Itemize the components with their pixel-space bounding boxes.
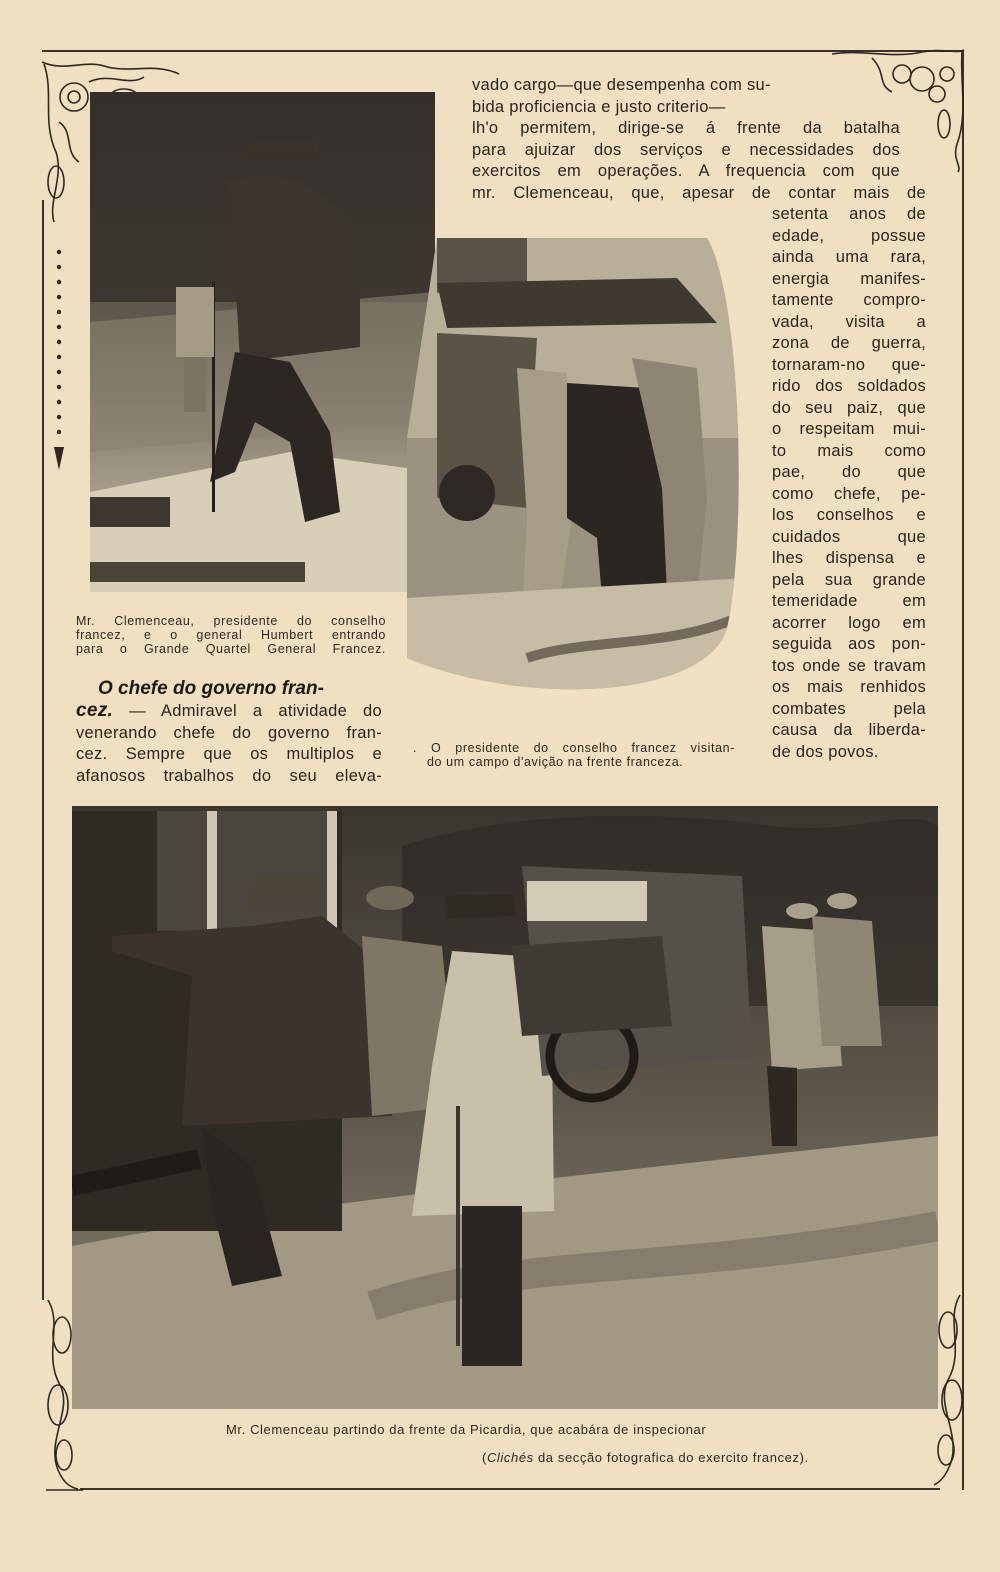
- article-line: causa da liberda-: [772, 721, 926, 739]
- photo-picardia-departure-image: [72, 806, 938, 1409]
- caption-photo-2: [413, 741, 735, 769]
- article-line: zona de guerra,: [772, 334, 926, 352]
- article-text-left: [76, 700, 382, 787]
- article-text-top: [472, 75, 926, 204]
- photo-credit-italic: Clichés: [486, 1450, 534, 1465]
- caption-photo-1: [76, 614, 386, 656]
- photo-aviation-camp-image: [407, 238, 747, 708]
- article-line: combates pela: [772, 699, 926, 718]
- caption-photo-1-line: Mr. Clemenceau, presidente do conselho: [76, 614, 386, 628]
- article-line: venerando chefe do governo fran-: [76, 723, 382, 742]
- photo-credit-open-paren: (: [482, 1450, 487, 1465]
- article-line: tornaram-no que-: [772, 355, 926, 374]
- article-line: tos onde se travam: [772, 656, 926, 675]
- article-line: bida proficiencia e justo criterio—: [472, 97, 726, 116]
- article-line: to mais como: [772, 441, 926, 460]
- article-line: lhes dispensa e: [772, 549, 926, 567]
- article-title: O chefe do governo fran-: [98, 678, 324, 699]
- article-line: pae, do que: [772, 463, 926, 481]
- article-line: los conselhos e: [772, 506, 926, 524]
- article-line: tamente compro-: [772, 291, 926, 309]
- article-line: o respeitam mui-: [772, 420, 926, 438]
- article-line: pela sua grande: [772, 570, 926, 589]
- caption-photo-3: Mr. Clemenceau partindo da frente da Picardia, que acabára de inspecionar: [226, 1422, 707, 1437]
- article-text-right-column: [772, 204, 926, 763]
- caption-photo-2-line: . O presidente do conselho francez visitan-: [413, 741, 735, 755]
- article-title-continuation: cez.: [76, 700, 114, 721]
- photo-clemenceau-humbert-image: [90, 92, 435, 592]
- article-line: como chefe, pe-: [772, 484, 926, 503]
- article-line: do seu paiz, que: [772, 398, 926, 417]
- article-line: seguida aos pon-: [772, 635, 926, 653]
- photo-credit: [482, 1451, 882, 1465]
- caption-photo-2-line: do um campo d'avição na frente franceza.: [427, 755, 684, 769]
- photo-picardia-departure: [72, 806, 938, 1409]
- article-line: rido dos soldados: [772, 377, 926, 395]
- article-line: temeridade em: [772, 592, 926, 610]
- page-frame-bottom-rule: [80, 1488, 940, 1490]
- article-line: os mais renhidos: [772, 678, 926, 696]
- caption-photo-1-line: francez, e o general Humbert entrando: [76, 628, 386, 642]
- article-line-text: — Admiravel a atividade do: [113, 702, 382, 720]
- caption-photo-1-line: para o Grande Quartel General Francez.: [76, 642, 386, 656]
- article-line: vada, visita a: [772, 312, 926, 331]
- article-line: de dos povos.: [772, 742, 879, 761]
- photo-aviation-camp: [407, 238, 747, 708]
- article-line: energia manifes-: [772, 269, 926, 288]
- article-line: edade, possue: [772, 226, 926, 245]
- photo-clemenceau-humbert: [90, 92, 435, 592]
- article-line: [76, 700, 382, 723]
- article-line: para ajuizar dos serviços e necessidades dos: [472, 140, 900, 159]
- article-line: mr. Clemenceau, que, apesar de contar mais de: [472, 183, 926, 202]
- article-line: vado cargo—que desempenha com su-: [472, 76, 771, 94]
- article-line: cez. Sempre que os multiplos e: [76, 745, 382, 763]
- article-line: lh'o permitem, dirige-se á frente da batalha: [472, 119, 900, 137]
- article-line: exercitos em operações. A frequencia com que: [472, 162, 900, 180]
- photo-credit-text: da secção fotografica do exercito francez).: [533, 1450, 809, 1465]
- article-line: setenta anos de: [772, 205, 926, 223]
- article-line: acorrer logo em: [772, 613, 926, 632]
- article-line: afanosos trabalhos do seu eleva-: [76, 766, 382, 785]
- article-line: cuidados que: [772, 527, 926, 546]
- article-line: ainda uma rara,: [772, 248, 926, 266]
